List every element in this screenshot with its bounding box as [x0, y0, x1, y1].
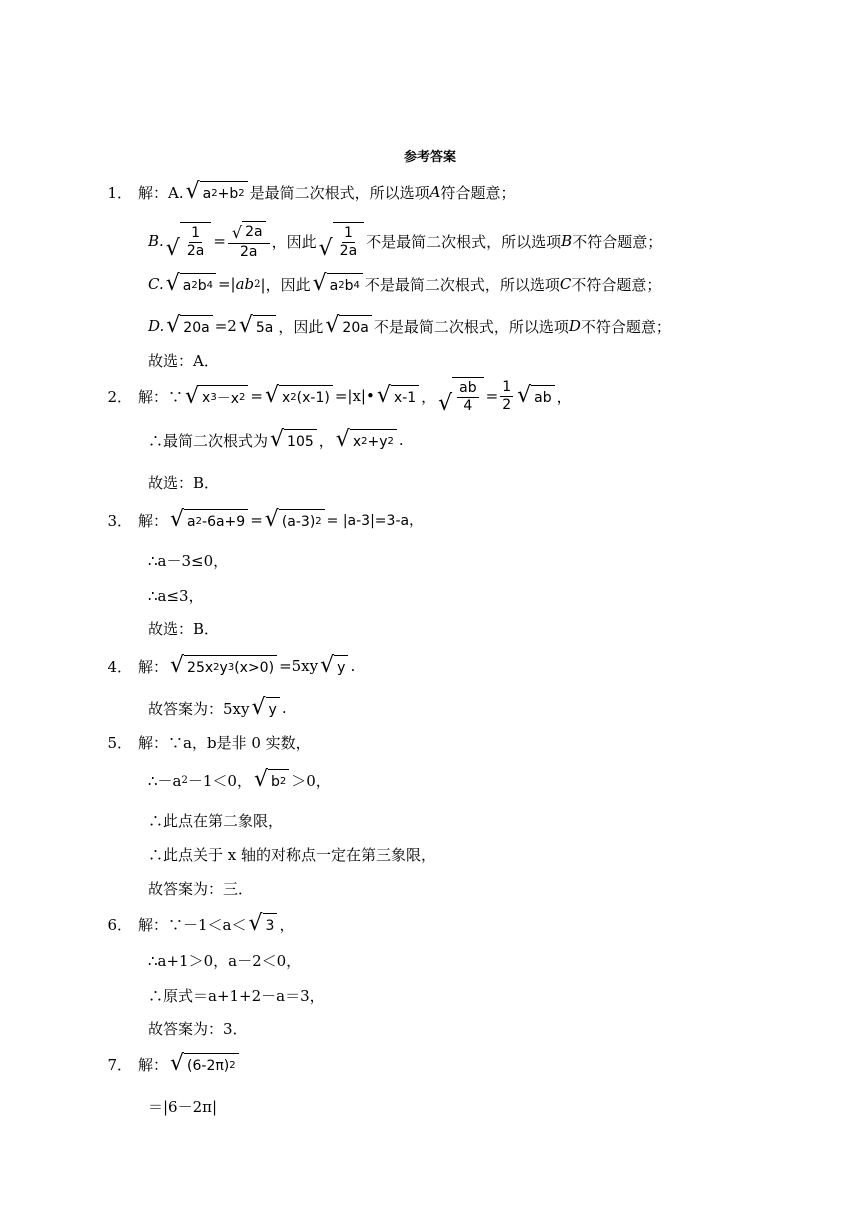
sqrt: √ (6-2π) 2 [170, 1053, 239, 1075]
sqrt: √ a 2 -6a+9 [170, 509, 248, 531]
q2-line-3: 故选：B． [148, 473, 220, 492]
sqrt: √ 20a [325, 315, 371, 337]
q3-line-2: ∴a－3≤0， [148, 551, 229, 570]
sqrt: √ 20a [166, 315, 212, 337]
q7-line-2: ＝|6－2π| [148, 1097, 218, 1116]
sqrt: √ (a-3) 2 [265, 509, 325, 531]
sqrt: √ x 2 (x-1) [265, 385, 333, 407]
q7-line-1: 7． 解： √ (6-2π) 2 [100, 1042, 241, 1086]
q1-line-4: D. √ 20a =2 √ 5a ，因此 √ 20a 不是最简二次根式，所以选项 D 不符合题意； [148, 313, 671, 338]
fraction: √ 2a 2a [228, 221, 270, 260]
q1-line-2: B. √ $\frac{1}{2a}$ = √ 2a 2a ，因此 √ $\frac{1}{2a}$ 不是最简二次根式，所以选项 B 不符合题意； [148, 223, 663, 261]
sqrt: √ x 3 －x 2 [185, 385, 248, 408]
sqrt: √ 25x 2 y 3 (x>0) [170, 655, 277, 677]
q5-line-4: ∴此点关于 x 轴的对称点一定在第三象限， [148, 845, 436, 864]
q6-line-4: 故答案为：3． [148, 1019, 248, 1038]
sqrt: √ y [320, 655, 348, 677]
sqrt: √ 3 [249, 913, 278, 935]
sqrt: √ b 2 [254, 769, 289, 791]
q1-line-5: 故选：A． [148, 351, 219, 370]
q1-line-3: C. √ a 2 b 4 =|ab 2 |，因此 √ a 2 b 4 不是最简二次根式，所以选项 C 不符合题意； [148, 271, 662, 296]
q4-line-1: 4． 解： √ 25x 2 y 3 (x>0) =5xy √ y . [107, 653, 356, 678]
q3-line-4: 故选：B． [148, 619, 220, 638]
q6-line-3: ∴原式＝a+1+2－a＝3， [148, 986, 325, 1005]
sqrt: √ ab [517, 385, 555, 407]
q6-line-2: ∴a+1＞0，a－2＜0， [148, 951, 302, 970]
sqrt: √ x 2 +y 2 [336, 429, 397, 451]
sqrt: √ x-1 [377, 385, 419, 407]
q2-line-2: ∴最简二次根式为 √ 105 ， √ x 2 +y 2 . [148, 427, 404, 452]
q5-line-5: 故答案为：三． [148, 879, 254, 898]
q6-line-1: 6． 解：∵－1＜a＜ √ 3 ， [107, 911, 295, 936]
q3-line-1: 3． 解： √ a 2 -6a+9 = √ (a-3) 2 = |a-3|=3-a， [107, 507, 424, 532]
sqrt: √ $\frac{1}{2a}$ [319, 222, 365, 260]
sqrt: √ 5a [239, 315, 277, 337]
q3-line-3: ∴a≤3， [148, 586, 204, 605]
sqrt: √ a 2 b 4 [313, 273, 363, 295]
q5-line-2: ∴－a 2 －1＜0， √ b 2 ＞0， [148, 767, 331, 792]
sqrt: √ a 2 b 4 [166, 273, 216, 295]
page-title: 参考答案 [403, 150, 456, 165]
sqrt: √ $\frac{1}{2a}$ [166, 222, 212, 260]
sqrt: √ y [251, 697, 279, 719]
q1-number: 1． [107, 183, 132, 202]
sqrt: √ a 2 +b 2 [186, 181, 248, 203]
q1-line-1: 1． 解：A. √ a 2 +b 2 是最简二次根式，所以选项 A 符合题意； [100, 172, 515, 212]
sqrt: √ $\frac{ab}{4}$ [438, 377, 484, 415]
q2-line-1: 2． 解：∵ √ x 3 －x 2 = √ x 2 (x-1) =|x|• √ x-1 ， √ $\frac{ab}{4}$ = $\frac{1}{2}$ √ ab ， [107, 378, 572, 416]
sqrt: √ 105 [270, 429, 317, 451]
q5-line-1: 5． 解：∵a，b是非 0 实数， [107, 733, 311, 752]
q5-line-3: ∴此点在第二象限， [148, 811, 284, 830]
fraction: $\frac{1}{2}$ [502, 378, 512, 413]
q4-line-2: 故答案为：5xy √ y . [148, 695, 287, 720]
